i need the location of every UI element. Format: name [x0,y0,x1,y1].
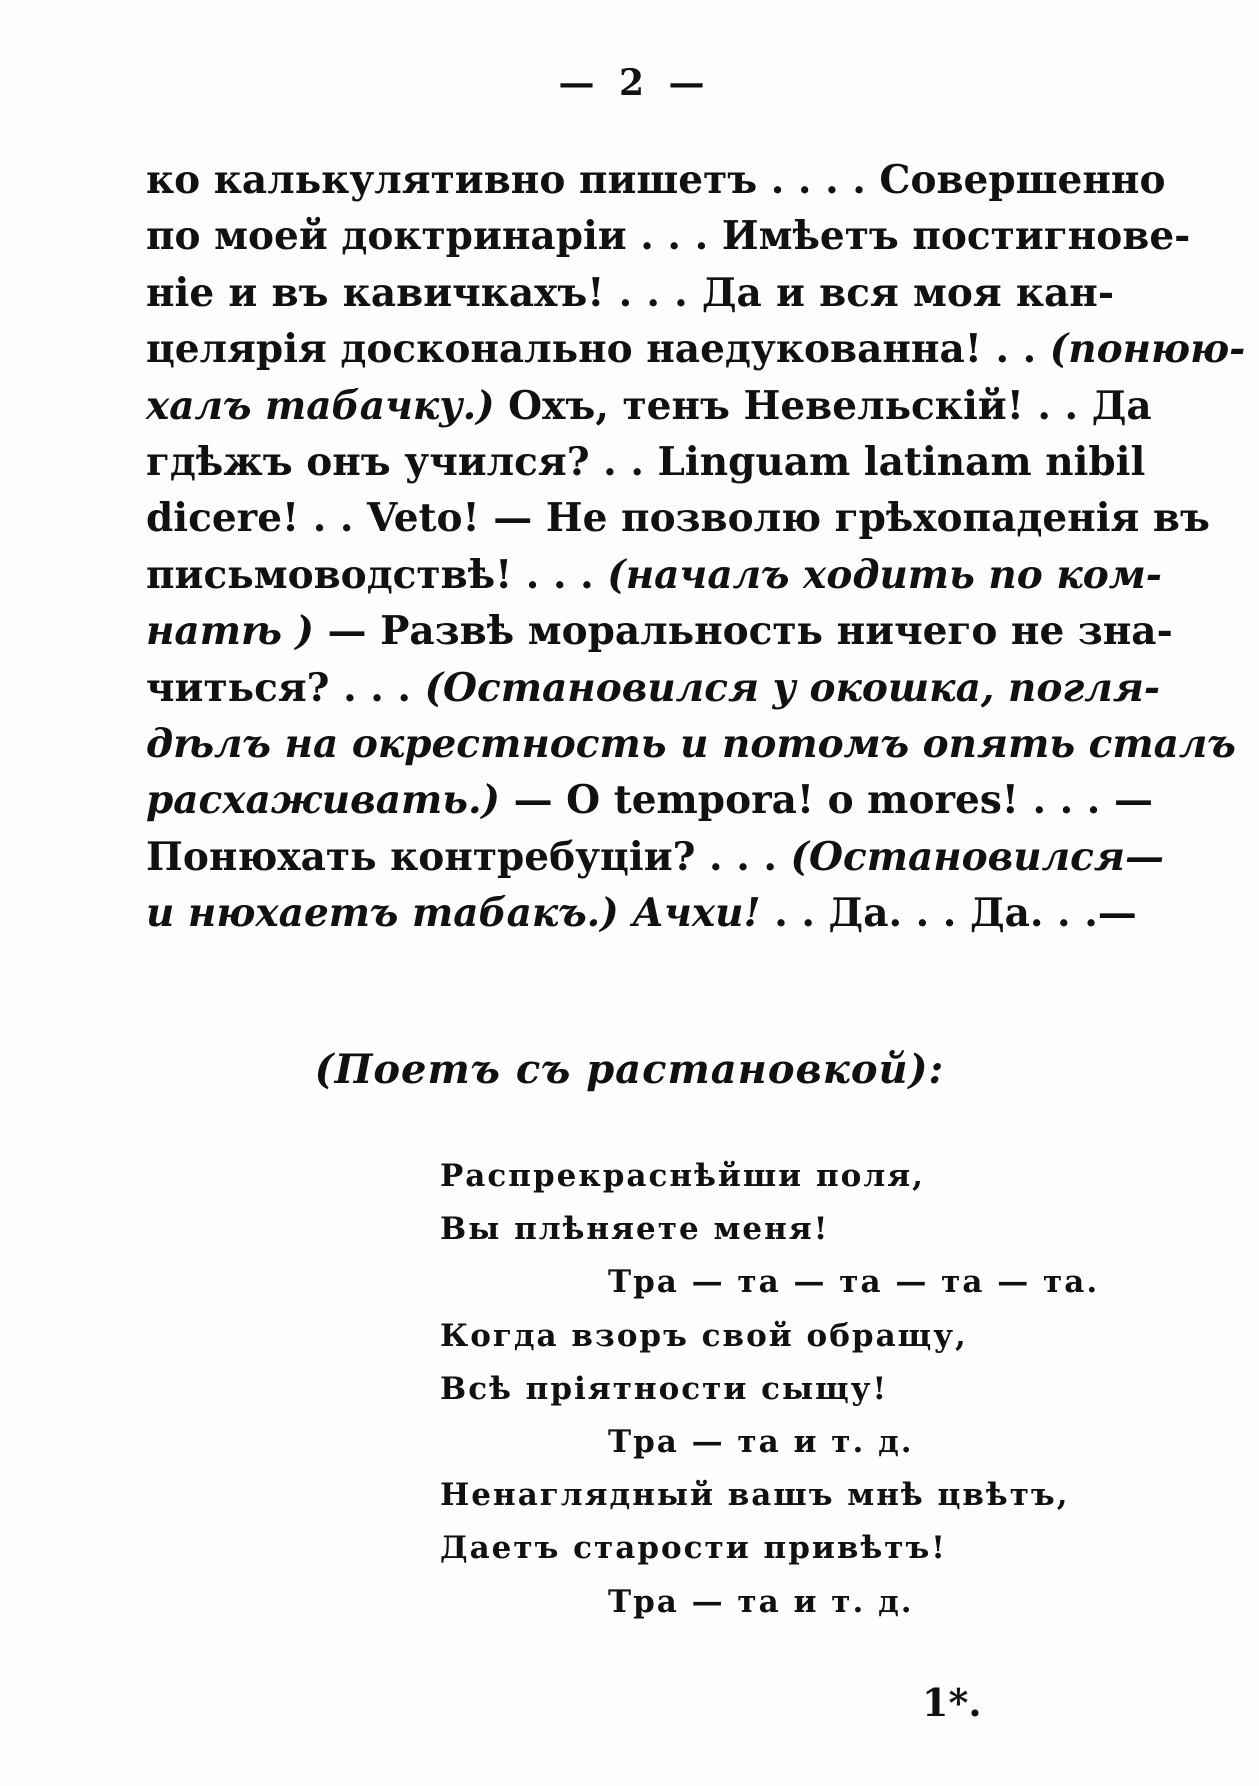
prose-line [146,152,1166,208]
prose-line [146,547,1162,603]
prose-line [146,434,1146,490]
signature-mark: 1*. [922,1680,982,1725]
stage-note-text: натѣ ) [146,608,314,655]
prose-line [146,829,1164,885]
speech-text: Понюхать контребуціи? . . . [146,833,791,880]
prose-line [146,208,1191,264]
prose-line [146,490,1210,546]
speech-text: читься? . . . [146,664,425,711]
verse-line: Вы плѣняете меня! [440,1211,830,1248]
speech-text: dicere! . . Veto! — Не позволю грѣхопаденія въ [146,495,1210,542]
stage-note-text: халъ табачку.) [146,382,495,429]
prose-line [146,660,1161,716]
prose-line [146,603,1173,659]
speech-text: по моей доктринаріи . . . Имѣетъ постигнове- [146,213,1191,260]
verse-line: Всѣ пріятности сыщу! [440,1370,889,1407]
stage-note-text: (Остановился— [790,833,1164,880]
speech-text: Охъ, тенъ Невельскій! . . Да [494,382,1152,429]
verse-line: Распрекраснѣйши поля, [440,1158,925,1194]
speech-text: гдѣжъ онъ учился? . . Linguam latinam nibil [146,439,1146,485]
verse-refrain: Тра — та — та — та — та. [608,1264,1100,1301]
stage-note-text: (понюю- [1049,326,1246,373]
speech-text: целярія досконально наедукованна! . . [146,326,1050,373]
prose-line [146,265,1114,321]
stage-note-text: дѣлъ на окрестность и потомъ опять сталъ [146,721,1236,767]
prose-line [146,885,1137,941]
verse-refrain: Тра — та и т. д. [608,1583,914,1620]
speech-text: . . Да. . . Да. . .— [760,890,1137,937]
stage-note-text: и нюхаетъ табакъ.) Ачхи! [146,890,761,937]
verse-line: Ненаглядный вашъ мнѣ цвѣтъ, [440,1477,1070,1514]
speech-text: письмоводствѣ! . . . [146,551,608,598]
stage-note-text: расхаживать.) [146,777,500,824]
speech-text: ніе и въ кавичкахъ! . . . Да и вся моя кан- [146,269,1114,316]
verse-refrain: Тра — та и т. д. [608,1424,914,1460]
stage-note-text: (началъ ходить по ком- [607,551,1162,598]
speech-text: — Развѣ моральность ничего не зна- [313,608,1173,655]
prose-line [146,378,1152,434]
page-number: — 2 — [558,62,711,104]
prose-line [146,716,1236,772]
stage-note-text: (Остановился у окошка, погля- [424,664,1161,711]
verse-line: Когда взоръ свой обращу, [440,1317,968,1354]
prose-line [146,772,1153,828]
speech-text: — O tempora! o mores! . . . — [500,777,1153,824]
speech-text: ко калькулятивно пишетъ . . . . Совершенно [146,157,1166,203]
stage-direction: (Поетъ съ растановкой): [314,1046,945,1093]
prose-line [146,321,1246,377]
verse-line: Даетъ старости привѣтъ! [440,1530,947,1567]
